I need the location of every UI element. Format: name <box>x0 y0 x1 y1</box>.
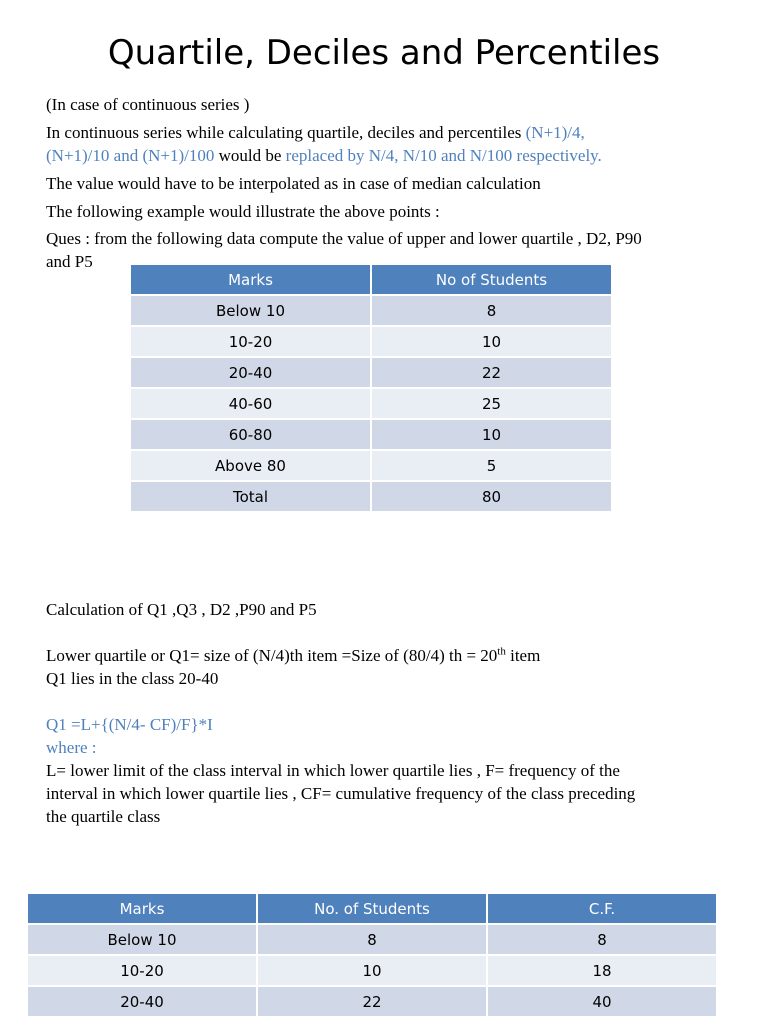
cell: 10-20 <box>130 326 371 357</box>
question-line-1: Ques : from the following data compute the value of upper and lower quartile , D2, P90 <box>46 229 642 248</box>
where-label: where : <box>46 738 97 757</box>
table-row <box>130 326 612 357</box>
cell: Above 80 <box>130 450 371 481</box>
cell: 20-40 <box>27 986 257 1017</box>
intro-line-1: (In case of continuous series ) <box>46 95 250 114</box>
table-row <box>130 295 612 326</box>
cell: 5 <box>371 450 612 481</box>
intro-line-3 <box>46 144 602 167</box>
cell: 60-80 <box>130 419 371 450</box>
cell: 80 <box>371 481 612 512</box>
cell: 8 <box>371 295 612 326</box>
cell: 22 <box>371 357 612 388</box>
table-row <box>27 924 717 955</box>
definition-line-3: the quartile class <box>46 807 161 826</box>
marks-table <box>129 263 613 513</box>
intro-line-5: The following example would illustrate the above points : <box>46 202 440 221</box>
q1-position-sup: th <box>497 645 506 658</box>
table-header-row <box>130 264 612 295</box>
header-marks: Marks <box>130 264 371 295</box>
intro-line-2-highlight: (N+1)/4, <box>525 123 585 142</box>
table-row <box>130 357 612 388</box>
cell: 8 <box>487 924 717 955</box>
cell: 25 <box>371 388 612 419</box>
cell: 10 <box>257 955 487 986</box>
cell: 40-60 <box>130 388 371 419</box>
q1-class-line: Q1 lies in the class 20-40 <box>46 669 219 688</box>
header-students: No. of Students <box>257 893 487 924</box>
cell: 40 <box>487 986 717 1017</box>
cell: 22 <box>257 986 487 1017</box>
q1-formula: Q1 =L+{(N/4- CF)/F}*I <box>46 715 213 734</box>
intro-line-2 <box>46 121 585 144</box>
cell: 20-40 <box>130 357 371 388</box>
cell: 10 <box>371 419 612 450</box>
intro-line-3-text: would be <box>214 146 286 165</box>
cell: Total <box>130 481 371 512</box>
table-row <box>27 986 717 1017</box>
definition-line-2: interval in which lower quartile lies , CF= cumulative frequency of the class preceding <box>46 784 636 803</box>
q1-position-line <box>46 644 540 667</box>
intro-line-3-highlight-b: replaced by N/4, N/10 and N/100 respectively. <box>285 146 602 165</box>
q1-position-text: Lower quartile or Q1= size of (N/4)th item =Size of (80/4) th = 20 <box>46 646 498 665</box>
intro-line-4: The value would have to be interpolated as in case of median calculation <box>46 174 541 193</box>
page-title: Quartile, Deciles and Percentiles <box>107 33 661 73</box>
cell: 18 <box>487 955 717 986</box>
header-students: No of Students <box>371 264 612 295</box>
q1-position-tail: item <box>505 646 541 665</box>
table-row <box>130 388 612 419</box>
header-marks: Marks <box>27 893 257 924</box>
table-row <box>130 419 612 450</box>
cell: 8 <box>257 924 487 955</box>
cell: Below 10 <box>130 295 371 326</box>
intro-line-2-text: In continuous series while calculating quartile, deciles and percentiles <box>46 123 526 142</box>
table-header-row <box>27 893 717 924</box>
definition-line-1: L= lower limit of the class interval in which lower quartile lies , F= frequency of the <box>46 761 620 780</box>
cell: Below 10 <box>27 924 257 955</box>
cell: 10 <box>371 326 612 357</box>
calc-heading: Calculation of Q1 ,Q3 , D2 ,P90 and P5 <box>46 600 317 619</box>
table-row <box>130 450 612 481</box>
table-row-total <box>130 481 612 512</box>
question-line-2: and P5 <box>46 252 93 271</box>
header-cf: C.F. <box>487 893 717 924</box>
table-row <box>27 955 717 986</box>
intro-line-3-highlight-a: (N+1)/10 and (N+1)/100 <box>46 146 215 165</box>
cell: 10-20 <box>27 955 257 986</box>
cumulative-frequency-table <box>26 892 718 1018</box>
